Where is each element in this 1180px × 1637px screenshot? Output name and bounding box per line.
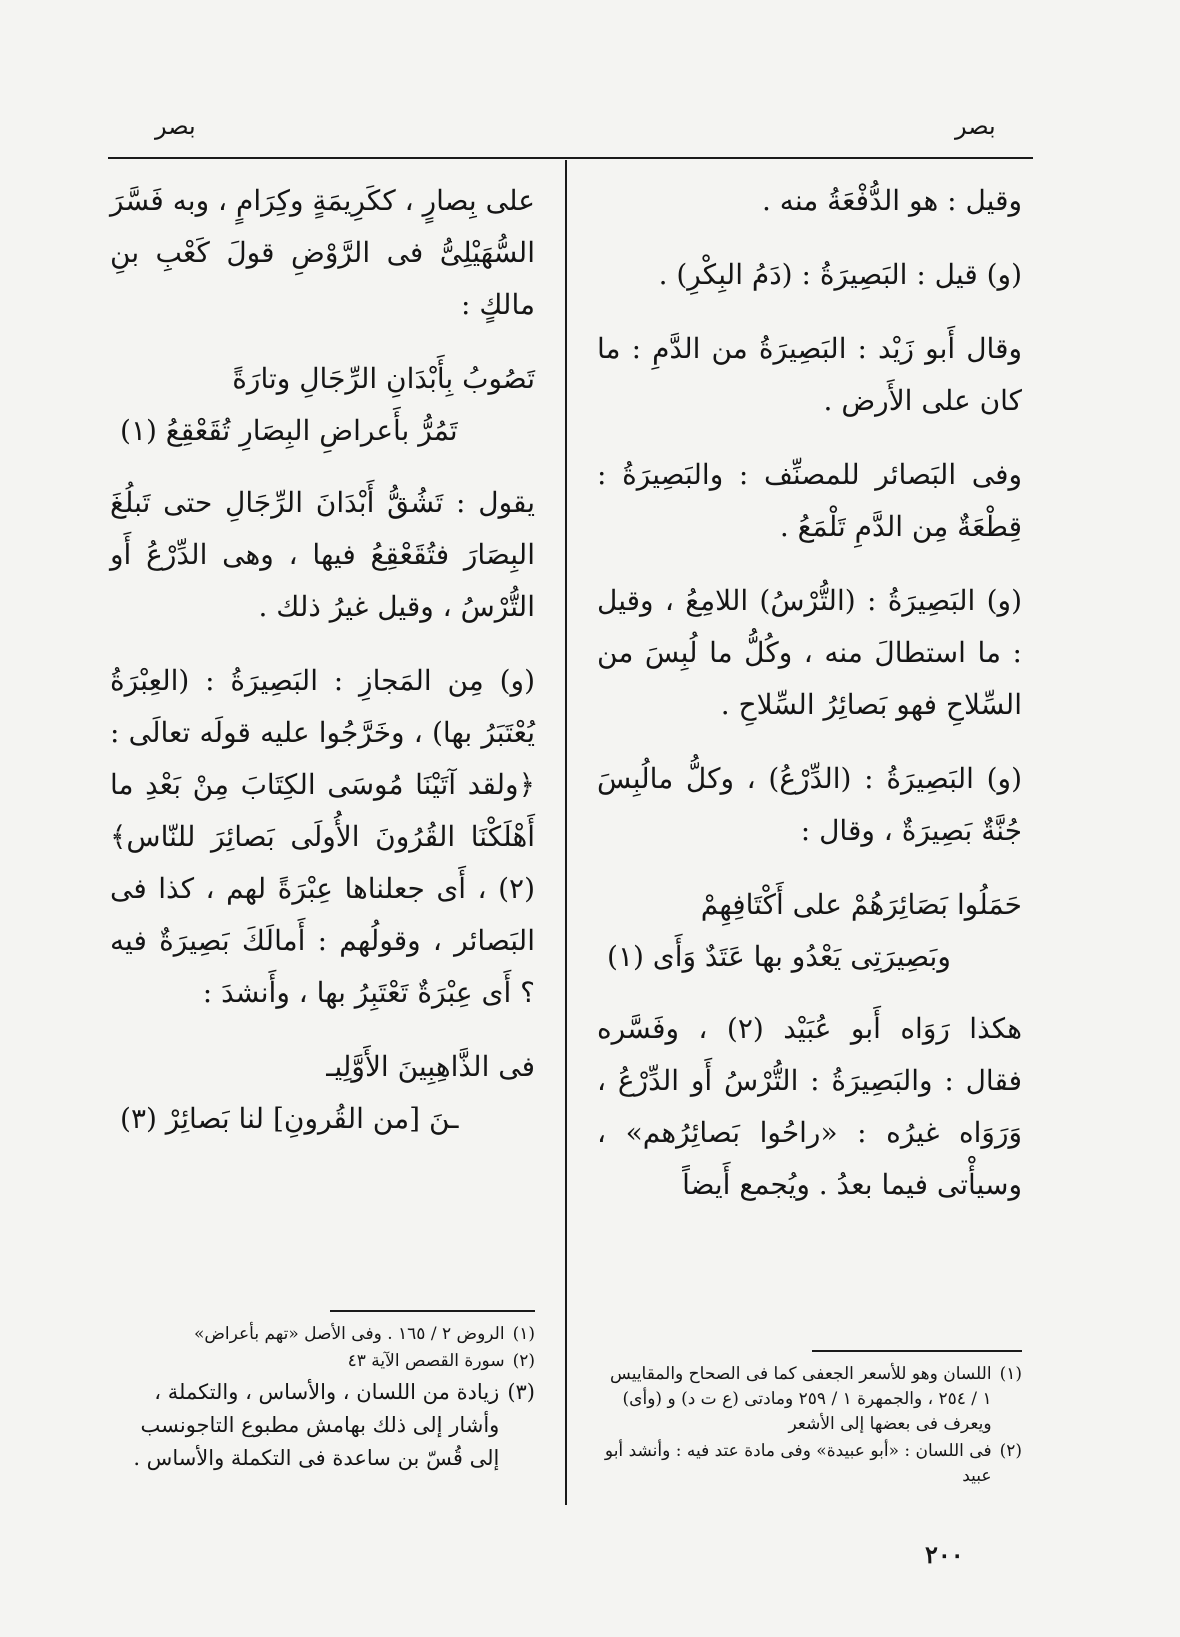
verse [597,879,1022,983]
footnotes-left [110,1322,535,1477]
footnote-text: زيادة من اللسان ، والأساس ، والتكملة ، وأشار إلى ذلك بهامش مطبوع التاجونسب إلى قُسّ بن ساعدة فى التكملة والأساس . [133,1380,500,1470]
footnotes-right [597,1362,1022,1491]
paragraph: وقيل : هو الدُّفْعَةُ منه . [762,184,1022,217]
paragraph: (و) قيل : البَصِيرَةُ : (دَمُ البِكْرِ) . [658,258,1022,291]
footnote-number: (٣) [507,1380,535,1404]
verse-line: ـنَ [من القُرونِ] لنا بَصائِرْ (٣) [120,1102,459,1135]
running-head-right: بصر [955,112,996,140]
running-head-left: بصر [155,112,196,140]
footnote-number: (٢) [999,1441,1022,1461]
page-number: ٢٠٠ [925,1540,964,1569]
footnote [597,1439,1022,1489]
footnote-text: اللسان وهو للأسعر الجعفى كما فى الصحاح والمقاييس ١ / ٢٥٤ ، والجمهرة ١ / ٢٥٩ ومادتى (ع ت د) و (وأى) ويعرف فى بعضها إلى الأشعر [610,1364,992,1434]
footnote-rule [330,1310,535,1312]
paragraph: وقال أَبو زَيْد : البَصِيرَةُ من الدَّمِ : ما كان على الأَرض . [597,332,1022,417]
footnote-text: الروض ٢ / ١٦٥ . وفى الأصل «تهم بأعراض» [193,1324,505,1344]
verse-line: حَمَلُوا بَصَائِرَهُمْ على أَكْتَافِهِمْ [700,888,1022,921]
verse [110,353,535,457]
verse-line: تَصُوبُ بِأَبْدَانِ الرِّجَالِ وتارَةً [232,362,535,395]
verse-line: فى الذَّاهِبِينَ الأَوَّلِيـ [326,1050,535,1083]
header-rule [108,157,1033,159]
footnote [110,1322,535,1347]
footnote-text: فى اللسان : «أبو عبيدة» وفى مادة عتد فيه : وأنشد أبو عبيد [604,1441,992,1486]
paragraph: وفى البَصائر للمصنِّف : والبَصِيرَةُ : قِطْعَةٌ مِن الدَّمِ تَلْمَعُ . [597,458,1022,543]
paragraph: (و) البَصِيرَةُ : (التُّرْسُ) اللامِعُ ، وقيل : ما استطالَ منه ، وكُلُّ ما لُبِسَ من السِّلاحِ فهو بَصائِرُ السِّلاحِ . [597,584,1022,721]
right-column [597,175,1022,1233]
paragraph: (و) البَصِيرَةُ : (الدِّرْعُ) ، وكلُّ مالُبِسَ جُنَّةٌ بَصِيرَةٌ ، وقال : [597,762,1022,847]
paragraph: هكذا رَوَاه أَبو عُبَيْد (٢) ، وفَسَّره فقال : والبَصِيرَةُ : التُّرْسُ أَو الدِّرْعُ ، وَرَوَاه غيرُه : «راحُوا بَصائِرُهم» ، وسيأْتى فيما بعدُ . ويُجمع أَيضاً [597,1012,1023,1201]
footnote-number: (٢) [512,1351,535,1371]
footnote-rule [812,1350,1022,1352]
footnote [110,1376,535,1475]
footnote-text: سورة القصص الآية ٤٣ [347,1351,505,1371]
verse [110,1041,535,1145]
column-divider [565,160,567,1505]
paragraph: (و) مِن المَجازِ : البَصِيرَةُ : (العِبْرَةُ يُعْتَبَرُ بها) ، وخَرَّجُوا عليه قولَه تعالَى : ﴿ولقد آتَيْنَا مُوسَى الكِتَابَ مِنْ بَعْدِ ما أَهْلَكْنَا القُرُونَ الأُولَى بَصائِرَ للنّاس﴾ (٢) ، أَى جعلناها عِبْرَةً لهم ، كذا فى البَصائر ، وقولُهم : أَمالَكَ بَصِيرَةٌ فيه ؟ أَى عِبْرَةٌ تَعْتَبِرُ بها ، وأَنشدَ : [110,664,535,1009]
footnote-number: (١) [999,1364,1022,1384]
footnote-number: (١) [512,1324,535,1344]
footnote [110,1349,535,1374]
left-column [110,175,535,1165]
verse-line: تَمُرُّ بأَعراضِ البِصَارِ تُقَعْقِعُ (١) [120,414,458,447]
paragraph: يقول : تَشُقُّ أَبْدَانَ الرِّجَالِ حتى تَبلُغَ البِصَارَ فتُقَعْقِعُ فيها ، وهى الدِّرْعُ أَو التُّرْسُ ، وقيل غيرُ ذلك . [110,486,535,623]
footnote [597,1362,1022,1437]
paragraph: على بِصارٍ ، ككَرِيمَةٍ وكِرَامٍ ، وبه فَسَّرَ السُّهَيْلِىُّ فى الرَّوْضِ قولَ كَعْبِ بنِ مالكٍ : [110,184,535,321]
verse-line: وبَصِيرَتِى يَعْدُو بها عَتَدٌ وَأَى (١) [607,940,951,973]
